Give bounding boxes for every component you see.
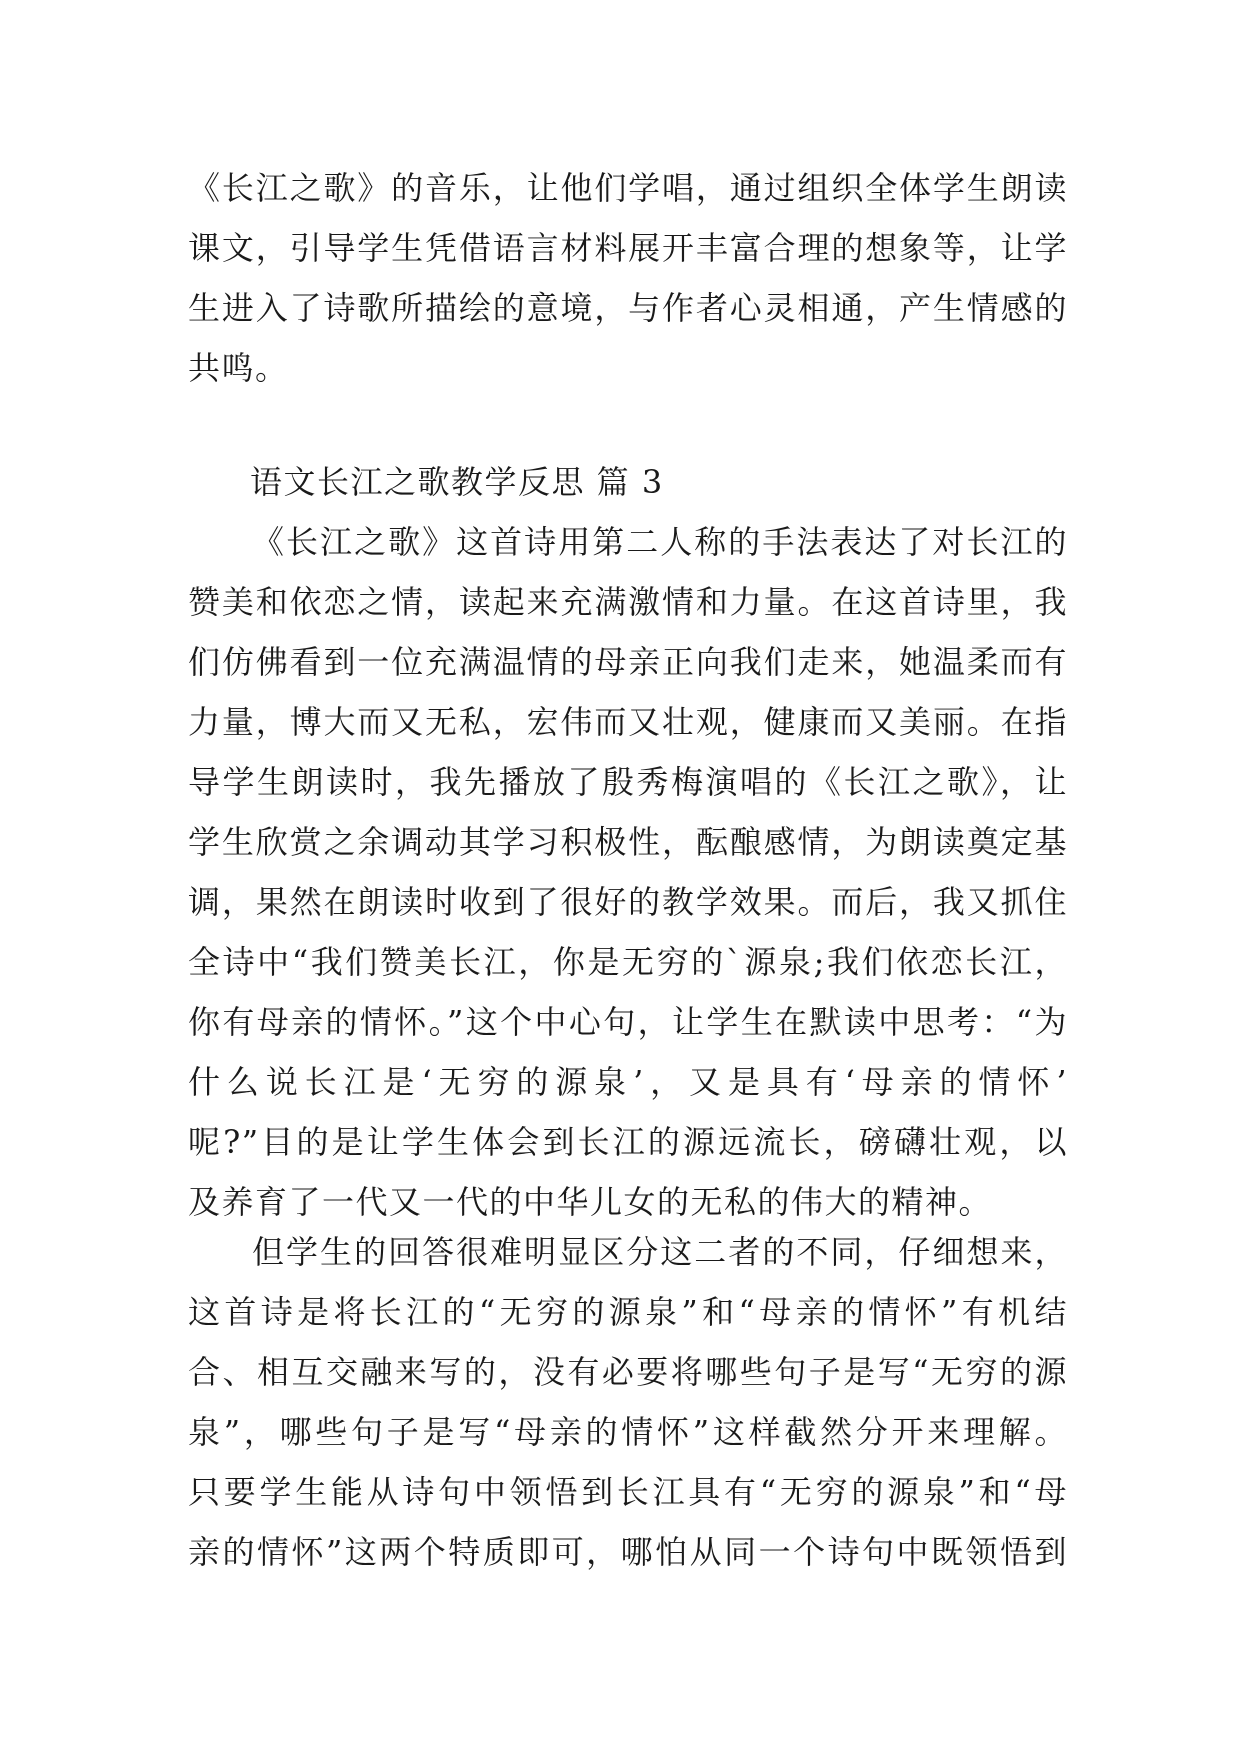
text-line: 及养育了一代又一代的中华儿女的无私的伟大的精神。 xyxy=(188,1183,993,1221)
text-line: 泉”，哪些句子是写“母亲的情怀”这样截然分开来理解。 xyxy=(188,1413,1068,1451)
text-line: 学生欣赏之余调动其学习积极性，酝酿感情，为朗读奠定基 xyxy=(188,823,1068,861)
section-heading: 语文长江之歌教学反思 篇 3 xyxy=(250,463,664,501)
text-line: 《长江之歌》的音乐，让他们学唱，通过组织全体学生朗读 xyxy=(188,169,1068,207)
text-line: 什么说长江是‘无穷的源泉’，又是具有‘母亲的情怀’ xyxy=(188,1063,1068,1101)
text-line: 呢?”目的是让学生体会到长江的源远流长，磅礴壮观，以 xyxy=(188,1123,1068,1161)
text-line: 们仿佛看到一位充满温情的母亲正向我们走来，她温柔而有 xyxy=(188,643,1068,681)
text-line: 调，果然在朗读时收到了很好的教学效果。而后，我又抓住 xyxy=(188,883,1068,921)
text-line: 赞美和依恋之情，读起来充满激情和力量。在这首诗里，我 xyxy=(188,583,1068,621)
intro-paragraph xyxy=(188,158,1068,398)
paragraph-2 xyxy=(188,1222,1068,1582)
text-line: 但学生的回答很难明显区分这二者的不同，仔细想来， xyxy=(252,1233,1068,1271)
text-line: 生进入了诗歌所描绘的意境，与作者心灵相通，产生情感的 xyxy=(188,289,1068,327)
text-line: 亲的情怀”这两个特质即可，哪怕从同一个诗句中既领悟到 xyxy=(188,1533,1068,1571)
paragraph-1 xyxy=(188,512,1068,1232)
text-line: 《长江之歌》这首诗用第二人称的手法表达了对长江的 xyxy=(252,523,1068,561)
text-line: 导学生朗读时，我先播放了殷秀梅演唱的《长江之歌》，让 xyxy=(188,763,1068,801)
text-line: 只要学生能从诗句中领悟到长江具有“无穷的源泉”和“母 xyxy=(188,1473,1068,1511)
text-line: 这首诗是将长江的“无穷的源泉”和“母亲的情怀”有机结 xyxy=(188,1293,1068,1331)
text-line: 合、相互交融来写的，没有必要将哪些句子是写“无穷的源 xyxy=(188,1353,1068,1391)
text-line: 你有母亲的情怀。”这个中心句，让学生在默读中思考：“为 xyxy=(188,1003,1068,1041)
text-line: 全诗中“我们赞美长江，你是无穷的`源泉;我们依恋长江， xyxy=(188,943,1068,981)
text-line: 课文，引导学生凭借语言材料展开丰富合理的想象等，让学 xyxy=(188,229,1068,267)
text-line: 共鸣。 xyxy=(188,349,289,387)
text-line: 力量，博大而又无私，宏伟而又壮观，健康而又美丽。在指 xyxy=(188,703,1068,741)
